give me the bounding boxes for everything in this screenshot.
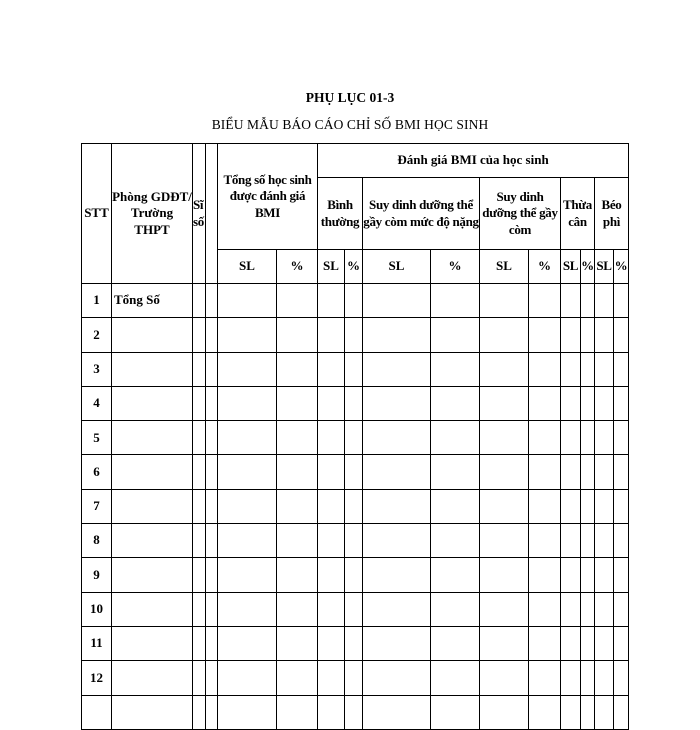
row-data-cell <box>581 386 595 420</box>
row-data-cell <box>581 455 595 489</box>
table-row <box>82 592 629 626</box>
row-data-cell <box>581 489 595 523</box>
row-school-name <box>112 489 193 523</box>
row-data-cell <box>529 592 561 626</box>
row-data-cell <box>480 626 529 660</box>
header-thin-pct: % <box>529 250 561 284</box>
row-data-cell <box>193 455 206 489</box>
row-data-cell <box>595 626 614 660</box>
row-data-cell <box>318 489 345 523</box>
row-data-cell <box>431 558 480 592</box>
row-data-cell <box>595 489 614 523</box>
row-data-cell <box>218 421 277 455</box>
row-data-cell <box>480 318 529 352</box>
row-school-name <box>112 421 193 455</box>
row-stt: 11 <box>82 626 112 660</box>
row-data-cell <box>480 489 529 523</box>
row-data-cell <box>318 524 345 558</box>
row-data-cell <box>193 489 206 523</box>
appendix-label: PHỤ LỤC 01-3 <box>305 90 395 105</box>
row-stt: 8 <box>82 524 112 558</box>
row-data-cell <box>363 318 431 352</box>
row-data-cell <box>480 455 529 489</box>
row-data-cell <box>480 592 529 626</box>
row-data-cell <box>193 352 206 386</box>
row-data-cell <box>561 661 581 695</box>
row-data-cell <box>193 284 206 318</box>
header-bmi-group: Đánh giá BMI của học sinh <box>318 144 629 178</box>
row-data-cell <box>345 592 363 626</box>
row-data-cell <box>363 626 431 660</box>
row-data-cell <box>529 284 561 318</box>
row-data-cell <box>363 558 431 592</box>
row-data-cell <box>363 455 431 489</box>
row-data-cell <box>193 661 206 695</box>
row-data-cell <box>363 386 431 420</box>
row-data-cell <box>318 558 345 592</box>
row-data-cell <box>206 386 218 420</box>
row-data-cell <box>614 626 629 660</box>
form-title: BIỂU MẪU BÁO CÁO CHỈ SỐ BMI HỌC SINH <box>211 117 489 132</box>
row-data-cell <box>431 524 480 558</box>
row-data-cell <box>614 352 629 386</box>
row-data-cell <box>431 386 480 420</box>
row-data-cell <box>218 695 277 729</box>
row-school-name <box>112 558 193 592</box>
row-data-cell <box>561 421 581 455</box>
row-stt: 6 <box>82 455 112 489</box>
row-data-cell <box>595 455 614 489</box>
row-data-cell <box>345 524 363 558</box>
row-data-cell <box>561 489 581 523</box>
row-data-cell <box>277 421 318 455</box>
row-stt: 10 <box>82 592 112 626</box>
row-data-cell <box>218 524 277 558</box>
row-data-cell <box>529 421 561 455</box>
row-data-cell <box>363 284 431 318</box>
row-stt: 1 <box>82 284 112 318</box>
row-data-cell <box>193 695 206 729</box>
row-data-cell <box>363 661 431 695</box>
row-data-cell <box>206 524 218 558</box>
row-data-cell <box>345 386 363 420</box>
row-stt: 4 <box>82 386 112 420</box>
row-data-cell <box>218 386 277 420</box>
row-data-cell <box>363 421 431 455</box>
bmi-report-table <box>81 143 629 730</box>
row-data-cell <box>193 558 206 592</box>
row-data-cell <box>318 455 345 489</box>
row-data-cell <box>218 455 277 489</box>
row-data-cell <box>318 695 345 729</box>
row-data-cell <box>614 284 629 318</box>
row-data-cell <box>480 352 529 386</box>
row-stt: 3 <box>82 352 112 386</box>
row-school-name <box>112 592 193 626</box>
row-data-cell <box>345 318 363 352</box>
row-data-cell <box>561 524 581 558</box>
row-data-cell <box>206 352 218 386</box>
row-data-cell <box>529 695 561 729</box>
row-data-cell <box>345 352 363 386</box>
table-row <box>82 455 629 489</box>
row-data-cell <box>431 455 480 489</box>
row-data-cell <box>561 455 581 489</box>
row-data-cell <box>595 695 614 729</box>
row-data-cell <box>595 592 614 626</box>
row-data-cell <box>480 421 529 455</box>
row-data-cell <box>529 661 561 695</box>
row-data-cell <box>614 524 629 558</box>
row-data-cell <box>318 592 345 626</box>
row-data-cell <box>345 489 363 523</box>
row-data-cell <box>318 626 345 660</box>
table-row <box>82 695 629 729</box>
row-data-cell <box>614 455 629 489</box>
row-data-cell <box>277 318 318 352</box>
row-school-name <box>112 661 193 695</box>
row-data-cell <box>595 558 614 592</box>
row-data-cell <box>581 661 595 695</box>
header-school: Phòng GDĐT/ Trường THPT <box>112 144 193 284</box>
row-data-cell <box>218 592 277 626</box>
row-data-cell <box>218 558 277 592</box>
row-data-cell <box>363 524 431 558</box>
row-data-cell <box>206 592 218 626</box>
row-data-cell <box>431 661 480 695</box>
header-obese-pct: % <box>614 250 629 284</box>
row-data-cell <box>614 661 629 695</box>
row-data-cell <box>529 455 561 489</box>
row-data-cell <box>595 352 614 386</box>
row-data-cell <box>614 558 629 592</box>
header-blank-column <box>206 144 218 284</box>
header-overweight-pct: % <box>581 250 595 284</box>
row-data-cell <box>277 661 318 695</box>
row-data-cell <box>529 386 561 420</box>
row-data-cell <box>431 592 480 626</box>
table-row <box>82 524 629 558</box>
row-data-cell <box>206 489 218 523</box>
row-data-cell <box>431 284 480 318</box>
row-stt: 5 <box>82 421 112 455</box>
row-data-cell <box>193 592 206 626</box>
row-data-cell <box>206 661 218 695</box>
row-school-name <box>112 626 193 660</box>
row-data-cell <box>363 489 431 523</box>
row-data-cell <box>431 626 480 660</box>
table-row <box>82 489 629 523</box>
row-data-cell <box>614 386 629 420</box>
row-data-cell <box>218 284 277 318</box>
row-data-cell <box>218 352 277 386</box>
row-data-cell <box>595 524 614 558</box>
row-data-cell <box>561 386 581 420</box>
header-total-assessed: Tổng số học sinh được đánh giá BMI <box>218 144 318 250</box>
row-data-cell <box>561 284 581 318</box>
row-data-cell <box>614 421 629 455</box>
row-data-cell <box>277 352 318 386</box>
row-data-cell <box>363 695 431 729</box>
table-row <box>82 318 629 352</box>
row-data-cell <box>614 318 629 352</box>
row-school-name <box>112 524 193 558</box>
header-normal-sl: SL <box>318 250 345 284</box>
row-data-cell <box>218 318 277 352</box>
row-data-cell <box>277 524 318 558</box>
row-data-cell <box>529 558 561 592</box>
row-stt <box>82 695 112 729</box>
row-data-cell <box>561 558 581 592</box>
header-normal-pct: % <box>345 250 363 284</box>
table-row <box>82 352 629 386</box>
row-data-cell <box>480 284 529 318</box>
row-data-cell <box>345 455 363 489</box>
row-data-cell <box>529 318 561 352</box>
row-data-cell <box>345 695 363 729</box>
row-data-cell <box>595 284 614 318</box>
row-data-cell <box>581 524 595 558</box>
header-severe-thin: Suy dinh dưỡng thể gầy còm mức độ nặng <box>363 178 480 250</box>
row-data-cell <box>218 489 277 523</box>
row-data-cell <box>345 421 363 455</box>
table-row <box>82 284 629 318</box>
header-thin: Suy dinh dưỡng thể gầy còm <box>480 178 561 250</box>
header-stt: STT <box>82 144 112 284</box>
row-data-cell <box>480 558 529 592</box>
row-data-cell <box>318 318 345 352</box>
row-data-cell <box>561 626 581 660</box>
row-school-name <box>112 352 193 386</box>
row-data-cell <box>345 284 363 318</box>
row-data-cell <box>529 524 561 558</box>
row-data-cell <box>561 318 581 352</box>
row-data-cell <box>581 318 595 352</box>
row-data-cell <box>581 695 595 729</box>
row-data-cell <box>595 386 614 420</box>
row-stt: 12 <box>82 661 112 695</box>
row-data-cell <box>206 695 218 729</box>
row-data-cell <box>480 386 529 420</box>
row-data-cell <box>363 352 431 386</box>
header-normal: Bình thường <box>318 178 363 250</box>
row-data-cell <box>318 386 345 420</box>
row-school-name <box>112 455 193 489</box>
row-school-name <box>112 695 193 729</box>
row-data-cell <box>363 592 431 626</box>
header-total-pct: % <box>277 250 318 284</box>
row-data-cell <box>581 352 595 386</box>
header-total-sl: SL <box>218 250 277 284</box>
row-data-cell <box>218 661 277 695</box>
row-data-cell <box>277 284 318 318</box>
row-school-name <box>112 318 193 352</box>
row-data-cell <box>581 284 595 318</box>
row-data-cell <box>480 661 529 695</box>
row-data-cell <box>345 626 363 660</box>
header-siso: Sĩ số <box>193 144 206 284</box>
row-data-cell <box>431 352 480 386</box>
row-data-cell <box>218 626 277 660</box>
row-data-cell <box>561 695 581 729</box>
row-data-cell <box>595 661 614 695</box>
header-obese: Béo phì <box>595 178 629 250</box>
row-data-cell <box>345 661 363 695</box>
row-data-cell <box>277 626 318 660</box>
row-data-cell <box>581 421 595 455</box>
row-data-cell <box>345 558 363 592</box>
row-data-cell <box>614 695 629 729</box>
row-data-cell <box>193 386 206 420</box>
row-data-cell <box>206 284 218 318</box>
row-data-cell <box>193 626 206 660</box>
row-data-cell <box>206 626 218 660</box>
row-data-cell <box>206 421 218 455</box>
row-data-cell <box>431 695 480 729</box>
header-obese-sl: SL <box>595 250 614 284</box>
row-data-cell <box>277 558 318 592</box>
row-data-cell <box>318 284 345 318</box>
table-row <box>82 386 629 420</box>
row-data-cell <box>277 489 318 523</box>
header-thin-sl: SL <box>480 250 529 284</box>
row-data-cell <box>431 318 480 352</box>
header-overweight: Thừa cân <box>561 178 595 250</box>
row-data-cell <box>581 592 595 626</box>
table-row <box>82 661 629 695</box>
row-data-cell <box>277 386 318 420</box>
header-severe-thin-sl: SL <box>363 250 431 284</box>
row-data-cell <box>595 318 614 352</box>
row-data-cell <box>206 318 218 352</box>
table-row <box>82 558 629 592</box>
table-row <box>82 421 629 455</box>
row-stt: 2 <box>82 318 112 352</box>
row-data-cell <box>480 695 529 729</box>
row-data-cell <box>206 455 218 489</box>
row-data-cell <box>431 489 480 523</box>
row-data-cell <box>561 592 581 626</box>
row-data-cell <box>529 626 561 660</box>
row-data-cell <box>614 592 629 626</box>
row-data-cell <box>581 626 595 660</box>
row-data-cell <box>193 421 206 455</box>
row-data-cell <box>561 352 581 386</box>
row-data-cell <box>581 558 595 592</box>
row-stt: 9 <box>82 558 112 592</box>
row-data-cell <box>480 524 529 558</box>
row-data-cell <box>529 352 561 386</box>
header-overweight-sl: SL <box>561 250 581 284</box>
row-data-cell <box>595 421 614 455</box>
row-data-cell <box>318 661 345 695</box>
row-data-cell <box>193 524 206 558</box>
row-school-name <box>112 386 193 420</box>
row-data-cell <box>614 489 629 523</box>
row-data-cell <box>206 558 218 592</box>
row-data-cell <box>277 695 318 729</box>
row-school-name: Tổng Số <box>112 284 193 318</box>
row-data-cell <box>277 592 318 626</box>
row-data-cell <box>431 421 480 455</box>
row-data-cell <box>193 318 206 352</box>
header-severe-thin-pct: % <box>431 250 480 284</box>
row-data-cell <box>277 455 318 489</box>
table-row <box>82 626 629 660</box>
row-stt: 7 <box>82 489 112 523</box>
row-data-cell <box>529 489 561 523</box>
row-data-cell <box>318 421 345 455</box>
row-data-cell <box>318 352 345 386</box>
